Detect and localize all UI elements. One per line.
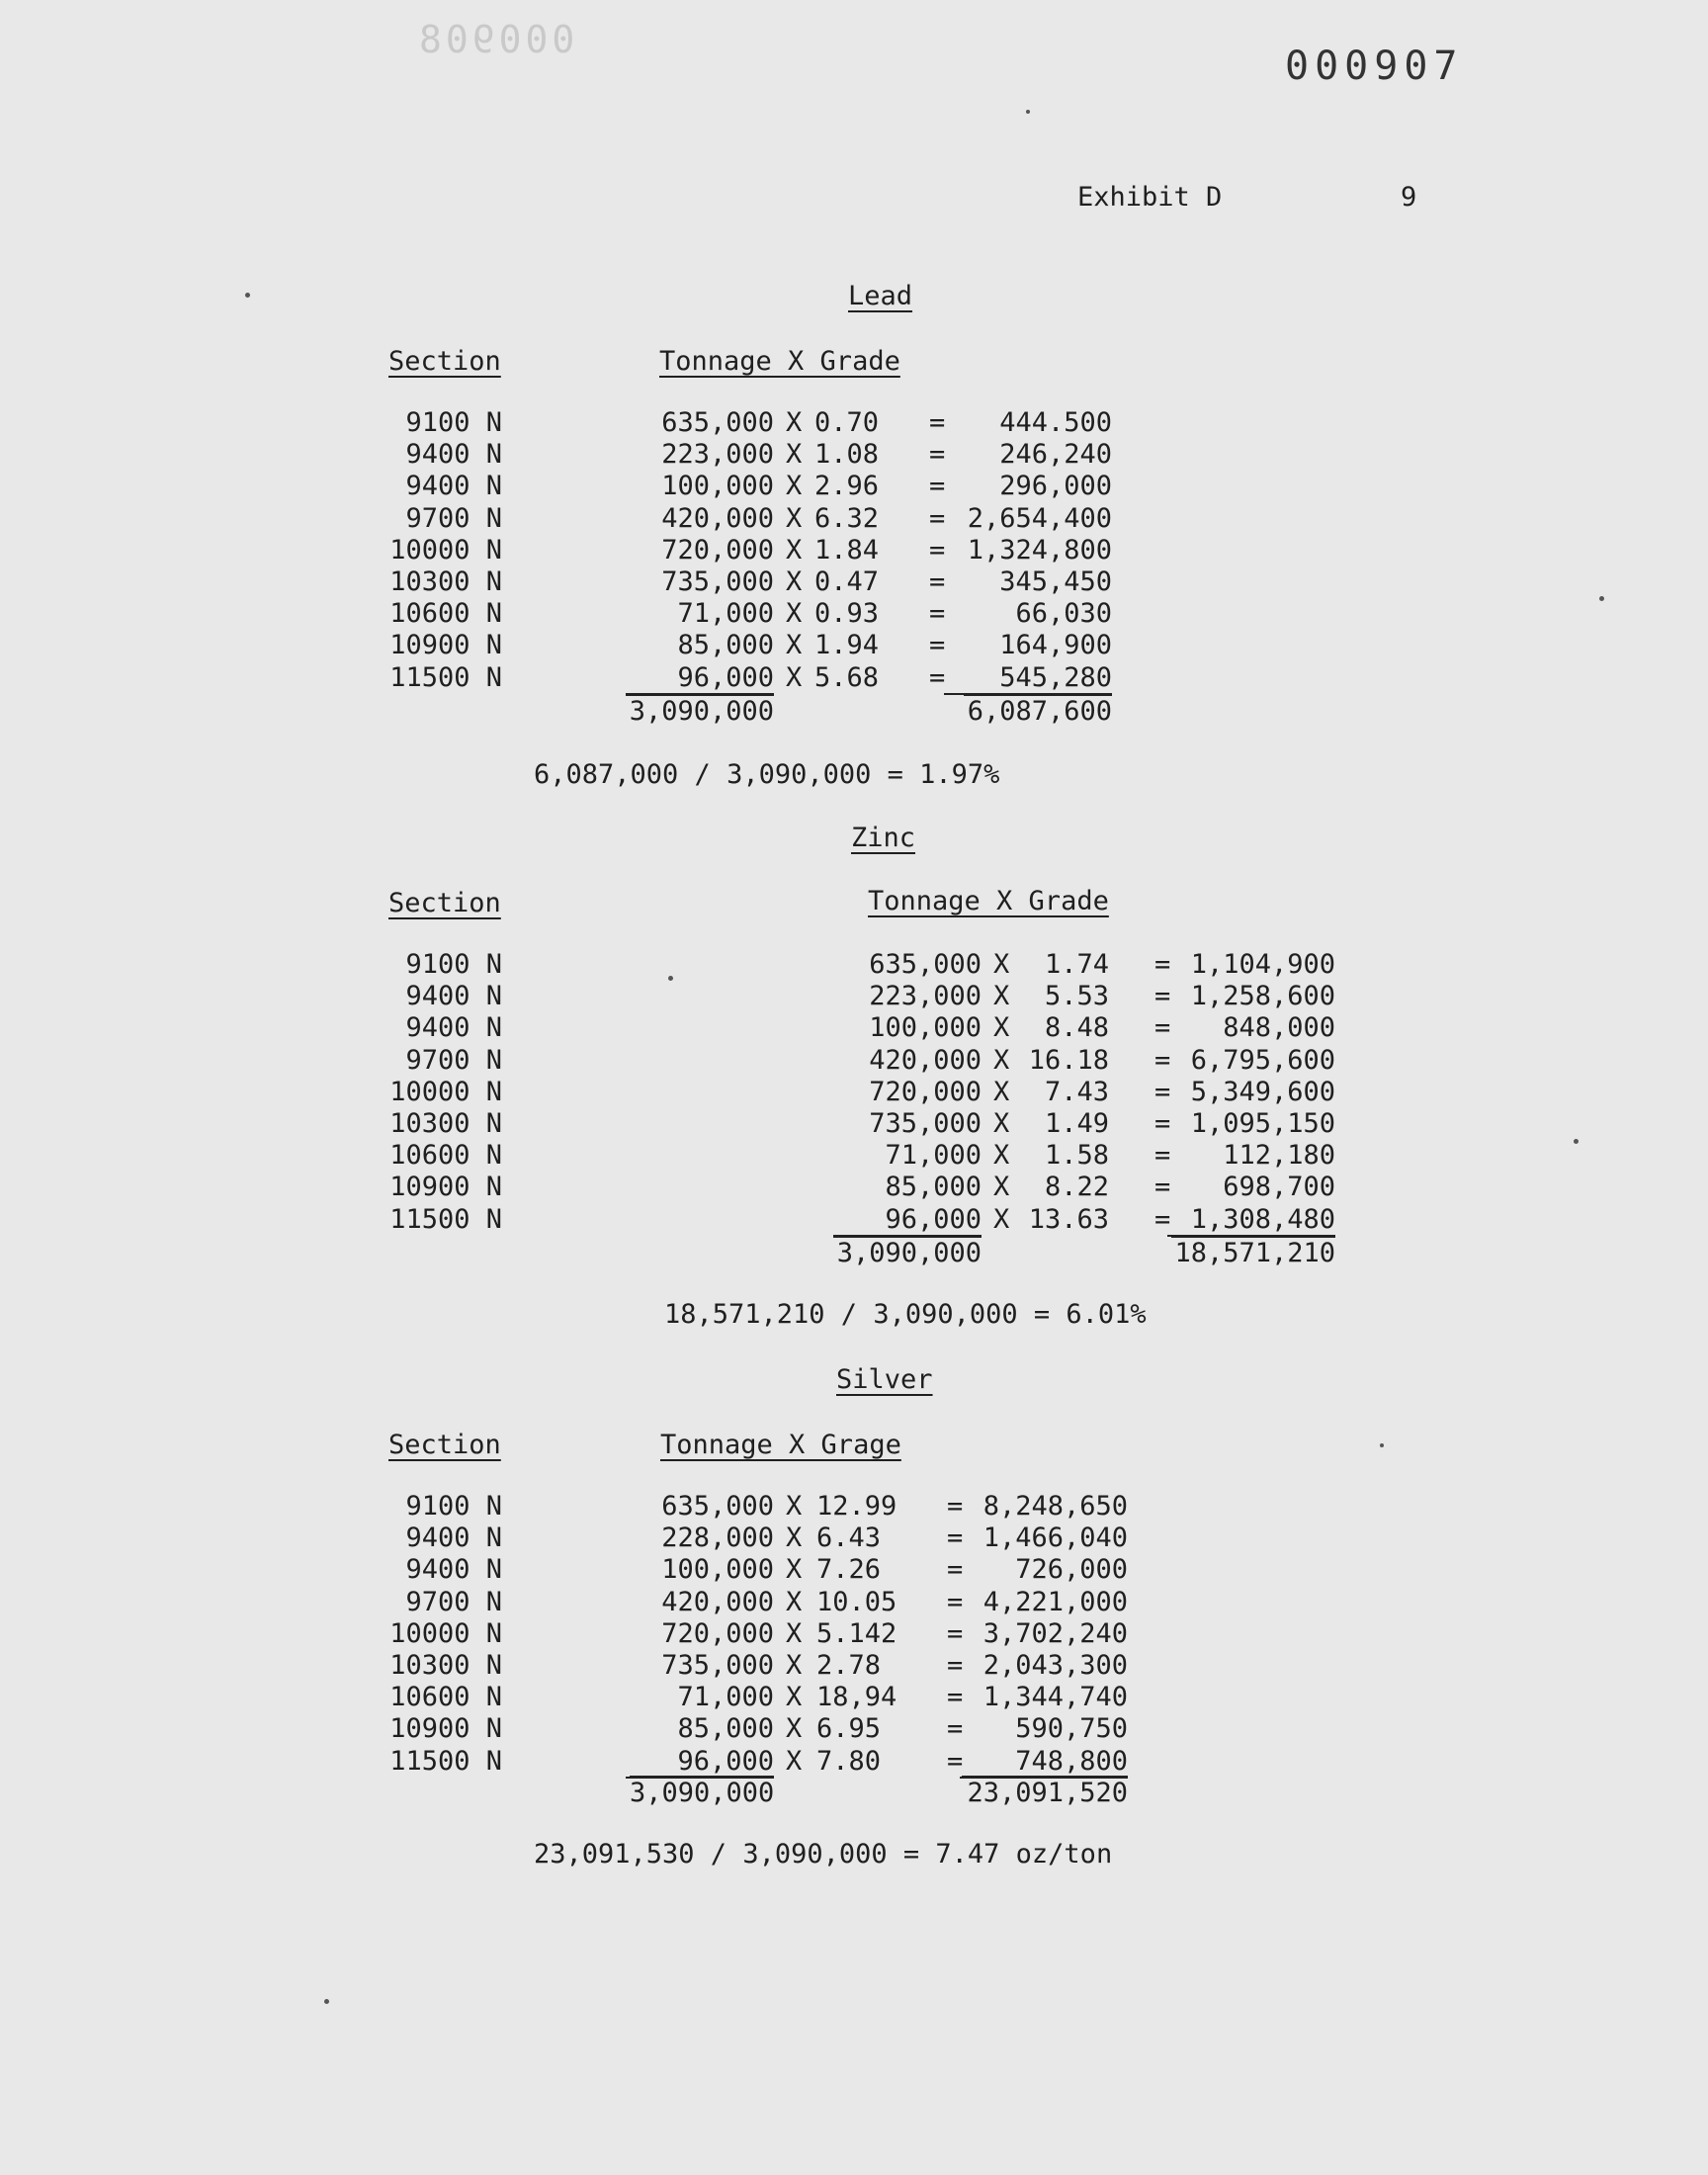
zinc-row-section: 10900 N <box>389 1172 502 1203</box>
silver-row-multiply-sign: X <box>786 1586 803 1617</box>
zinc-row-multiply-sign: X <box>993 1012 1010 1044</box>
zinc-row-result: 1,308,480 <box>1167 1204 1335 1237</box>
lead-row-grade: 0.47 <box>814 566 880 597</box>
silver-row-equals-sign: = <box>947 1554 964 1586</box>
silver-row-multiply-sign: X <box>786 1617 803 1649</box>
silver-row-result: 8,248,650 <box>982 1491 1128 1522</box>
zinc-row-tonnage: 85,000 <box>885 1172 982 1203</box>
zinc-row-multiply-sign: X <box>993 949 1010 980</box>
silver-row-section: 10600 N <box>389 1682 502 1713</box>
lead-row-multiply-sign: X <box>786 439 803 471</box>
silver-row-grade: 7.26 <box>816 1554 882 1586</box>
zinc-row-equals-sign: = <box>1154 949 1171 980</box>
silver-row-tonnage: 735,000 <box>661 1650 774 1681</box>
lead-row-equals-sign: = <box>929 630 946 661</box>
silver-row-multiply-sign: X <box>786 1713 803 1745</box>
silver-row-grade: 10.05 <box>816 1586 897 1617</box>
lead-title: Lead <box>848 281 913 311</box>
silver-row-equals-sign: = <box>947 1522 964 1554</box>
lead-row-multiply-sign: X <box>786 566 803 597</box>
silver-row-section: 10300 N <box>389 1650 502 1681</box>
lead-row-tonnage: 635,000 <box>661 407 774 438</box>
zinc-row-result: 112,180 <box>1223 1140 1335 1172</box>
lead-row-grade: 0.93 <box>814 598 880 630</box>
lead-row-equals-sign: = <box>929 598 946 630</box>
lead-row-tonnage: 96,000 <box>626 662 774 695</box>
lead-product-header: Tonnage X Grade <box>659 346 900 377</box>
lead-row-section: 10600 N <box>389 598 502 630</box>
zinc-row-multiply-sign: X <box>993 1076 1010 1107</box>
silver-row-result: 4,221,000 <box>982 1586 1128 1617</box>
lead-row-result: 2,654,400 <box>967 502 1112 534</box>
silver-row-section: 10900 N <box>389 1713 502 1745</box>
zinc-row-equals-sign: = <box>1154 981 1171 1012</box>
zinc-row-section: 9400 N <box>405 981 502 1012</box>
zinc-row-equals-sign: = <box>1154 1044 1171 1076</box>
zinc-row-equals-sign: = <box>1154 1076 1171 1107</box>
lead-row-section: 10000 N <box>389 534 502 566</box>
silver-row-result: 726,000 <box>1015 1554 1128 1586</box>
lead-row-tonnage: 735,000 <box>661 566 774 597</box>
zinc-row-section: 10000 N <box>389 1076 502 1107</box>
silver-row-tonnage: 100,000 <box>661 1554 774 1586</box>
zinc-average-formula: 18,571,210 / 3,090,000 = 6.01% <box>664 1299 1147 1330</box>
lead-row-multiply-sign: X <box>786 502 803 534</box>
lead-row-equals-sign: = <box>929 407 946 438</box>
lead-row-section: 11500 N <box>389 661 502 693</box>
lead-row-tonnage: 223,000 <box>661 439 774 471</box>
scan-speck <box>1574 1139 1579 1144</box>
silver-row-equals-sign: = <box>947 1491 964 1522</box>
zinc-row-result: 1,104,900 <box>1190 949 1335 980</box>
silver-row-equals-sign: = <box>947 1650 964 1681</box>
silver-row-section: 9700 N <box>405 1586 502 1617</box>
silver-row-grade: 18,94 <box>816 1682 897 1713</box>
zinc-row-result: 848,000 <box>1223 1012 1335 1044</box>
silver-row-result: 3,702,240 <box>982 1617 1128 1649</box>
silver-section-header: Section <box>388 1430 501 1460</box>
lead-total-result: 6,087,600 <box>964 694 1112 727</box>
lead-row-equals-sign: = <box>929 502 946 534</box>
silver-row-grade: 2.78 <box>816 1650 882 1681</box>
lead-row-grade: 0.70 <box>814 407 880 438</box>
zinc-row-equals-sign: = <box>1154 1203 1171 1235</box>
faint-document-number: 000908 <box>415 18 575 61</box>
zinc-row-grade: 5.53 <box>1044 981 1109 1012</box>
lead-row-section: 10300 N <box>389 566 502 597</box>
lead-row-equals-sign: = <box>929 534 946 566</box>
silver-row-multiply-sign: X <box>786 1522 803 1554</box>
zinc-row-grade: 8.22 <box>1044 1172 1109 1203</box>
lead-row-section: 9400 N <box>405 439 502 471</box>
zinc-row-multiply-sign: X <box>993 981 1010 1012</box>
lead-row-grade: 1.94 <box>814 630 880 661</box>
lead-row-multiply-sign: X <box>786 661 803 693</box>
lead-row-tonnage: 71,000 <box>677 598 774 630</box>
lead-row-result: 345,450 <box>999 566 1112 597</box>
silver-row-tonnage: 96,000 <box>626 1746 774 1779</box>
silver-row-section: 9400 N <box>405 1554 502 1586</box>
silver-row-equals-sign: = <box>947 1745 964 1777</box>
zinc-row-result: 6,795,600 <box>1190 1044 1335 1076</box>
lead-row-multiply-sign: X <box>786 407 803 438</box>
silver-row-tonnage: 720,000 <box>661 1617 774 1649</box>
silver-row-grade: 12.99 <box>816 1491 897 1522</box>
silver-row-result: 590,750 <box>1015 1713 1128 1745</box>
lead-row-section: 10900 N <box>389 630 502 661</box>
zinc-row-multiply-sign: X <box>993 1044 1010 1076</box>
silver-row-section: 9400 N <box>405 1522 502 1554</box>
lead-row-multiply-sign: X <box>786 598 803 630</box>
lead-row-tonnage: 85,000 <box>677 630 774 661</box>
lead-row-result: 545,280 <box>944 662 1112 695</box>
silver-row-grade: 6.95 <box>816 1713 882 1745</box>
lead-row-grade: 1.84 <box>814 534 880 566</box>
zinc-row-equals-sign: = <box>1154 1012 1171 1044</box>
lead-total-tonnage: 3,090,000 <box>626 694 774 727</box>
lead-row-equals-sign: = <box>929 471 946 502</box>
lead-row-equals-sign: = <box>929 661 946 693</box>
zinc-row-tonnage: 100,000 <box>869 1012 982 1044</box>
zinc-row-multiply-sign: X <box>993 1172 1010 1203</box>
zinc-row-result: 1,095,150 <box>1190 1108 1335 1139</box>
zinc-row-section: 9700 N <box>405 1044 502 1076</box>
silver-row-grade: 5.142 <box>816 1617 897 1649</box>
zinc-row-grade: 16.18 <box>1028 1044 1109 1076</box>
lead-row-tonnage: 100,000 <box>661 471 774 502</box>
zinc-row-tonnage: 420,000 <box>869 1044 982 1076</box>
lead-row-grade: 5.68 <box>814 661 880 693</box>
silver-row-equals-sign: = <box>947 1586 964 1617</box>
lead-section-header: Section <box>388 346 501 377</box>
silver-total-tonnage: 3,090,000 <box>630 1778 775 1808</box>
silver-product-header: Tonnage X Grage <box>660 1430 901 1460</box>
zinc-total-tonnage: 3,090,000 <box>833 1236 982 1268</box>
page-number: 9 <box>1401 182 1417 213</box>
lead-row-result: 164,900 <box>999 630 1112 661</box>
silver-row-tonnage: 420,000 <box>661 1586 774 1617</box>
zinc-row-section: 10600 N <box>389 1140 502 1172</box>
silver-total-result: 23,091,520 <box>962 1776 1128 1808</box>
silver-row-multiply-sign: X <box>786 1682 803 1713</box>
silver-row-result: 748,800 <box>960 1746 1128 1779</box>
silver-row-tonnage: 228,000 <box>661 1522 774 1554</box>
silver-row-equals-sign: = <box>947 1617 964 1649</box>
zinc-row-multiply-sign: X <box>993 1203 1010 1235</box>
scan-speck <box>1599 596 1604 601</box>
silver-row-multiply-sign: X <box>786 1554 803 1586</box>
zinc-title: Zinc <box>851 823 916 853</box>
silver-row-tonnage: 71,000 <box>677 1682 774 1713</box>
zinc-row-section: 9400 N <box>405 1012 502 1044</box>
lead-row-result: 444.500 <box>999 407 1112 438</box>
lead-row-section: 9400 N <box>405 471 502 502</box>
lead-row-equals-sign: = <box>929 439 946 471</box>
scan-speck <box>1026 110 1030 114</box>
zinc-row-equals-sign: = <box>1154 1172 1171 1203</box>
lead-row-result: 66,030 <box>1015 598 1112 630</box>
zinc-row-grade: 1.58 <box>1044 1140 1109 1172</box>
lead-average-formula: 6,087,000 / 3,090,000 = 1.97% <box>534 759 1000 790</box>
scan-speck <box>1380 1443 1384 1447</box>
scan-speck <box>245 293 250 298</box>
lead-row-multiply-sign: X <box>786 471 803 502</box>
silver-title: Silver <box>836 1364 933 1395</box>
zinc-row-result: 698,700 <box>1223 1172 1335 1203</box>
lead-row-equals-sign: = <box>929 566 946 597</box>
zinc-total-result: 18,571,210 <box>1171 1236 1335 1268</box>
zinc-row-multiply-sign: X <box>993 1140 1010 1172</box>
silver-row-equals-sign: = <box>947 1682 964 1713</box>
zinc-row-multiply-sign: X <box>993 1108 1010 1139</box>
silver-row-multiply-sign: X <box>786 1491 803 1522</box>
silver-row-tonnage: 635,000 <box>661 1491 774 1522</box>
zinc-section-header: Section <box>388 888 501 918</box>
zinc-row-grade: 1.74 <box>1044 949 1109 980</box>
lead-row-section: 9700 N <box>405 502 502 534</box>
zinc-row-equals-sign: = <box>1154 1108 1171 1139</box>
zinc-row-grade: 8.48 <box>1044 1012 1109 1044</box>
silver-row-result: 1,344,740 <box>982 1682 1128 1713</box>
scan-speck <box>324 1999 329 2004</box>
zinc-row-result: 1,258,600 <box>1190 981 1335 1012</box>
scan-speck <box>668 976 673 981</box>
lead-row-grade: 6.32 <box>814 502 880 534</box>
zinc-row-section: 11500 N <box>389 1203 502 1235</box>
zinc-row-tonnage: 735,000 <box>869 1108 982 1139</box>
document-number: 000907 <box>1285 44 1464 89</box>
silver-row-grade: 7.80 <box>816 1745 882 1777</box>
zinc-row-tonnage: 96,000 <box>833 1204 982 1237</box>
zinc-row-tonnage: 223,000 <box>869 981 982 1012</box>
lead-row-grade: 2.96 <box>814 471 880 502</box>
lead-row-tonnage: 720,000 <box>661 534 774 566</box>
zinc-row-section: 9100 N <box>405 949 502 980</box>
zinc-product-header: Tonnage X Grade <box>868 886 1109 916</box>
silver-row-section: 11500 N <box>389 1745 502 1777</box>
lead-row-multiply-sign: X <box>786 630 803 661</box>
lead-row-tonnage: 420,000 <box>661 502 774 534</box>
silver-row-result: 1,466,040 <box>982 1522 1128 1554</box>
zinc-row-section: 10300 N <box>389 1108 502 1139</box>
silver-row-multiply-sign: X <box>786 1745 803 1777</box>
zinc-row-tonnage: 720,000 <box>869 1076 982 1107</box>
lead-row-section: 9100 N <box>405 407 502 438</box>
zinc-row-tonnage: 71,000 <box>885 1140 982 1172</box>
silver-row-grade: 6.43 <box>816 1522 882 1554</box>
zinc-row-tonnage: 635,000 <box>869 949 982 980</box>
zinc-row-grade: 7.43 <box>1044 1076 1109 1107</box>
silver-row-multiply-sign: X <box>786 1650 803 1681</box>
lead-row-result: 296,000 <box>999 471 1112 502</box>
zinc-row-grade: 13.63 <box>1028 1203 1109 1235</box>
lead-row-result: 1,324,800 <box>967 534 1112 566</box>
silver-row-section: 10000 N <box>389 1617 502 1649</box>
lead-row-multiply-sign: X <box>786 534 803 566</box>
silver-row-tonnage: 85,000 <box>677 1713 774 1745</box>
zinc-row-result: 5,349,600 <box>1190 1076 1335 1107</box>
silver-row-section: 9100 N <box>405 1491 502 1522</box>
silver-row-result: 2,043,300 <box>982 1650 1128 1681</box>
exhibit-label: Exhibit D <box>1077 182 1223 213</box>
lead-row-result: 246,240 <box>999 439 1112 471</box>
lead-row-grade: 1.08 <box>814 439 880 471</box>
silver-average-formula: 23,091,530 / 3,090,000 = 7.47 oz/ton <box>534 1839 1113 1870</box>
zinc-row-grade: 1.49 <box>1044 1108 1109 1139</box>
silver-row-equals-sign: = <box>947 1713 964 1745</box>
zinc-row-equals-sign: = <box>1154 1140 1171 1172</box>
